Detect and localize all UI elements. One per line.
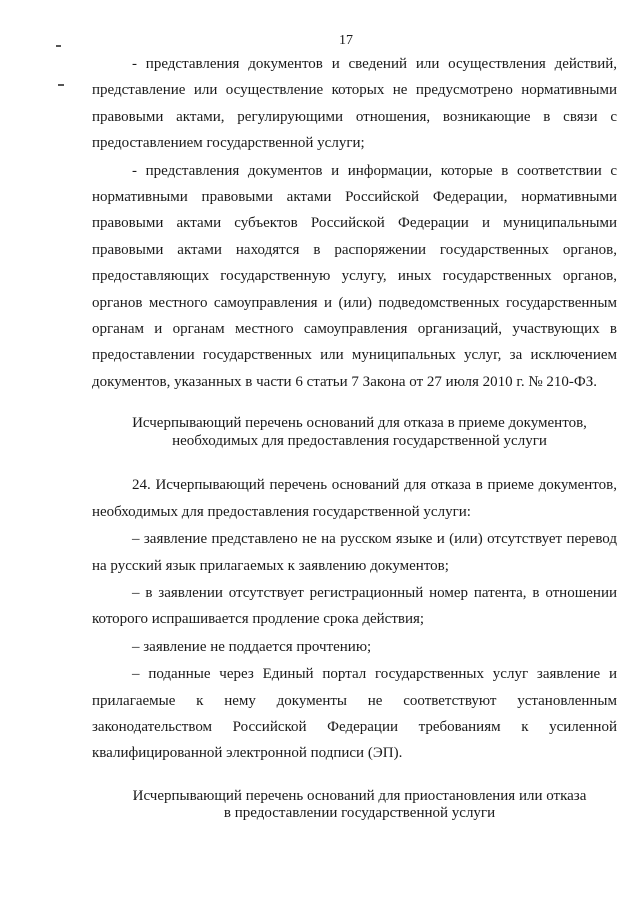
scan-mark (58, 84, 64, 86)
page-number: 17 (339, 33, 353, 48)
heading-line: необходимых для предоставления государственной услуги (172, 432, 547, 449)
document-body (92, 51, 617, 845)
paragraph: - представления документов и сведений или осуществления действий, представление или осуществление которых не предусмотрено нормативными правовыми актами, регулирующими отношения, возникающие в связи с предоставлением государственной услуги; (92, 56, 617, 152)
section-heading (92, 415, 617, 450)
paragraph: - представления документов и информации, которые в соответствии с нормативными правовыми актами Российской Федерации, нормативными правовыми актами субъектов Российской Федерации и муниципальными правовыми актами находятся в распоряжении государственных органов, предоставляющих государственную услугу, иных государственных органов, органов местного самоуправления и (или) подведомственных государственным органам и органам местного самоуправления организаций, участвующих в предоставлении государственных или муниципальных услуг, за исключением документов, указанных в части 6 статьи 7 Закона от 27 июля 2010 г. № 210-ФЗ. (92, 162, 617, 390)
list-item: – поданные через Единый портал государственных услуг заявление и прилагаемые к нему документы не соответствуют установленным законодательством Российской Федерации требованиям к усиленной квалифицированной электронной подписи (ЭП). (92, 666, 617, 762)
list-item: – заявление не поддается прочтению; (132, 638, 372, 655)
paragraph: 24. Исчерпывающий перечень оснований для отказа в приеме документов, необходимых для предоставления государственной услуги: (92, 477, 617, 520)
list-item: – в заявлении отсутствует регистрационный номер патента, в отношении которого испрашивается продление срока действия; (92, 584, 617, 628)
heading-line: Исчерпывающий перечень оснований для отказа в приеме документов, (132, 415, 587, 432)
list-item: – заявление представлено не на русском языке и (или) отсутствует перевод на русский язык прилагаемых к заявлению документов; (92, 531, 617, 574)
section-heading (92, 788, 617, 823)
heading-line: Исчерпывающий перечень оснований для приостановления или отказа (132, 787, 587, 804)
heading-line: в предоставлении государственной услуги (223, 805, 496, 822)
